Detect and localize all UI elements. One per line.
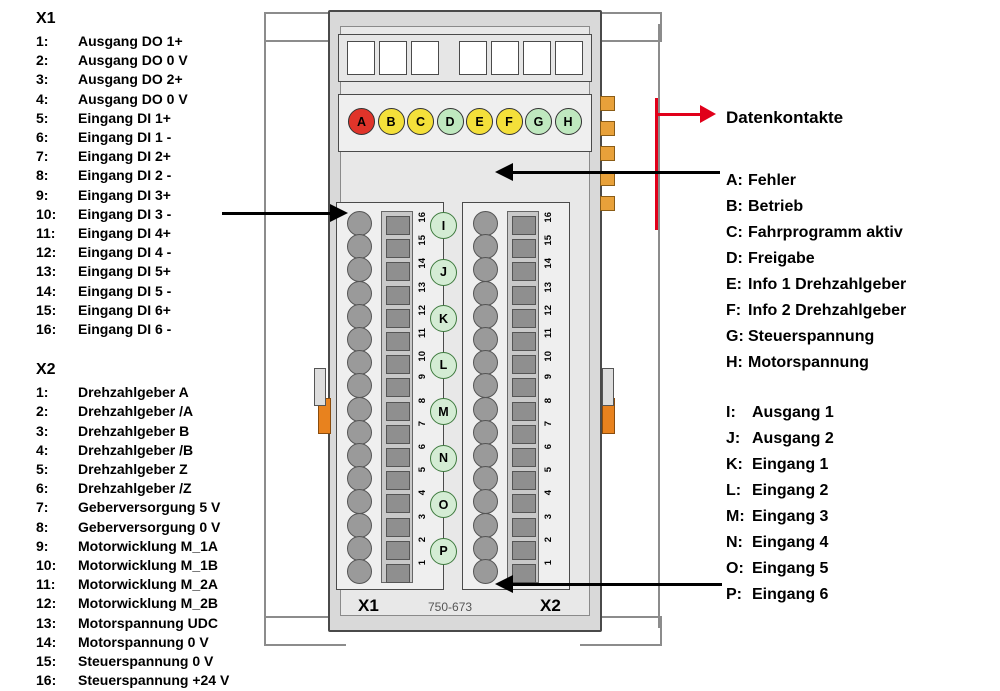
legend-label: Steuerspannung bbox=[748, 328, 875, 345]
legend-label: Eingang 3 bbox=[752, 508, 829, 525]
legend-row bbox=[726, 350, 906, 376]
pin-row bbox=[36, 166, 246, 185]
terminal-hole[interactable] bbox=[347, 211, 372, 236]
io-marker-p: P bbox=[430, 538, 457, 565]
pin-row bbox=[36, 518, 246, 537]
pin-row bbox=[36, 147, 246, 166]
terminal-hole[interactable] bbox=[347, 489, 372, 514]
pin-row bbox=[36, 301, 246, 320]
terminal-number: 13 bbox=[417, 281, 428, 293]
terminal-hole[interactable] bbox=[473, 443, 498, 468]
legend-label: Info 2 Drehzahlgeber bbox=[748, 302, 907, 319]
status-led-panel bbox=[338, 94, 592, 152]
top-slot bbox=[491, 41, 519, 75]
clamp-slot[interactable] bbox=[512, 564, 536, 583]
terminal-number: 6 bbox=[543, 444, 554, 450]
terminal-number: 7 bbox=[417, 420, 428, 427]
terminal-hole[interactable] bbox=[347, 536, 372, 561]
clamp-slot[interactable] bbox=[386, 541, 410, 560]
pin-label: Drehzahlgeber Z bbox=[78, 461, 188, 478]
pin-number: 12: bbox=[36, 595, 57, 612]
terminal-hole[interactable] bbox=[473, 234, 498, 259]
data-contact-pad bbox=[600, 96, 615, 111]
led-callout-line bbox=[510, 171, 720, 174]
legend-label: Motorspannung bbox=[748, 354, 869, 371]
legend-row bbox=[726, 272, 906, 298]
clamp-slot[interactable] bbox=[386, 378, 410, 397]
pin-number: 1: bbox=[36, 384, 49, 401]
led-callout-arrow-head bbox=[495, 163, 513, 181]
pin-row bbox=[36, 320, 246, 339]
pin-label: Eingang DI 6 - bbox=[78, 321, 172, 338]
pin-row bbox=[36, 460, 246, 479]
pin-row bbox=[36, 224, 246, 243]
pin-number: 9: bbox=[36, 186, 49, 203]
terminal-number: 11 bbox=[417, 328, 428, 339]
legend-row bbox=[726, 582, 834, 608]
legend-row bbox=[726, 556, 834, 582]
led-indicator-h: H bbox=[555, 108, 582, 135]
pin-label: Eingang DI 4 - bbox=[78, 244, 172, 261]
terminal-number: 3 bbox=[543, 513, 554, 519]
pin-label: Ausgang DO 2+ bbox=[78, 71, 183, 88]
legend-label: Eingang 1 bbox=[752, 456, 829, 473]
legend-key: C: bbox=[726, 224, 743, 241]
pin-label: Eingang DI 1 - bbox=[78, 129, 172, 146]
terminal-number: 1 bbox=[543, 560, 554, 566]
pin-number: 4: bbox=[36, 441, 49, 458]
legend-key: I: bbox=[726, 404, 736, 421]
legend-key: P: bbox=[726, 586, 742, 603]
clamp-slot[interactable] bbox=[512, 471, 536, 490]
clamp-slot[interactable] bbox=[386, 262, 410, 281]
datakontakte-label: Datenkontakte bbox=[726, 108, 844, 127]
legend-key: A: bbox=[726, 172, 743, 189]
terminal-hole[interactable] bbox=[473, 397, 498, 422]
legend-key: L: bbox=[726, 482, 742, 499]
terminal-number: 15 bbox=[543, 235, 554, 246]
clamp-slot[interactable] bbox=[512, 309, 536, 328]
clamp-slot[interactable] bbox=[512, 332, 536, 351]
legend-label: Ausgang 2 bbox=[752, 430, 834, 447]
clamp-slot[interactable] bbox=[512, 494, 536, 513]
pin-row bbox=[36, 205, 246, 224]
pin-label: Motorwicklung M_1A bbox=[78, 537, 219, 554]
clamp-slot[interactable] bbox=[512, 541, 536, 560]
top-slot bbox=[379, 41, 407, 75]
terminal-hole[interactable] bbox=[473, 350, 498, 375]
clamp-slot[interactable] bbox=[512, 262, 536, 281]
clamp-slot[interactable] bbox=[386, 402, 410, 421]
legend-label: Freigabe bbox=[748, 250, 815, 267]
pin-label: Ausgang DO 0 V bbox=[78, 90, 188, 107]
pin-number: 14: bbox=[36, 282, 57, 299]
legend-row bbox=[726, 220, 906, 246]
terminal-hole[interactable] bbox=[473, 466, 498, 491]
terminal-number: 14 bbox=[417, 258, 428, 269]
legend-key: M: bbox=[726, 508, 745, 525]
pin-label: Eingang DI 1+ bbox=[78, 109, 171, 126]
data-contact-pad bbox=[600, 196, 615, 211]
legend-key: G: bbox=[726, 328, 744, 345]
pin-number: 10: bbox=[36, 205, 57, 222]
io-callout-arrow-head bbox=[495, 575, 513, 593]
legend-key: O: bbox=[726, 560, 744, 577]
top-slot bbox=[523, 41, 551, 75]
terminal-number: 12 bbox=[417, 304, 428, 316]
pin-row bbox=[36, 575, 246, 594]
clamp-slot[interactable] bbox=[512, 448, 536, 467]
legend-row bbox=[726, 324, 906, 350]
pin-number: 6: bbox=[36, 129, 49, 146]
clamp-column bbox=[507, 211, 539, 583]
datakontakte-red-arrow-shaft bbox=[655, 113, 703, 116]
clamp-slot[interactable] bbox=[386, 518, 410, 537]
pin-row bbox=[36, 262, 246, 281]
terminal-hole[interactable] bbox=[347, 466, 372, 491]
clamp-slot[interactable] bbox=[512, 402, 536, 421]
pin-label: Drehzahlgeber A bbox=[78, 384, 189, 401]
pin-label: Eingang DI 5+ bbox=[78, 263, 171, 280]
clamp-slot[interactable] bbox=[386, 564, 410, 583]
pin-row bbox=[36, 671, 246, 690]
pin-row bbox=[36, 282, 246, 301]
terminal-hole[interactable] bbox=[347, 281, 372, 306]
terminal-number: 15 bbox=[417, 235, 428, 246]
clamp-slot[interactable] bbox=[512, 425, 536, 444]
pin-row bbox=[36, 51, 246, 70]
top-slot bbox=[347, 41, 375, 75]
terminal-hole[interactable] bbox=[473, 211, 498, 236]
clamp-slot[interactable] bbox=[512, 216, 536, 235]
pin-row bbox=[36, 498, 246, 517]
terminal-number: 12 bbox=[543, 304, 554, 316]
terminal-hole[interactable] bbox=[347, 443, 372, 468]
pin-row bbox=[36, 70, 246, 89]
pin-row bbox=[36, 243, 246, 262]
pin-label: Steuerspannung 0 V bbox=[78, 653, 214, 670]
pin-row bbox=[36, 614, 246, 633]
pin-label: Drehzahlgeber B bbox=[78, 422, 190, 439]
io-marker-o: O bbox=[430, 491, 457, 518]
clamp-slot[interactable] bbox=[512, 286, 536, 305]
led-indicator-d: D bbox=[437, 108, 464, 135]
legend-label: Fahrprogramm aktiv bbox=[748, 224, 903, 241]
part-number-label: 750-673 bbox=[428, 600, 473, 614]
pin-row bbox=[36, 422, 246, 441]
led-indicator-e: E bbox=[466, 108, 493, 135]
terminal-number: 9 bbox=[417, 374, 428, 380]
terminal-number: 13 bbox=[543, 281, 554, 293]
pin-label: Motorwicklung M_1B bbox=[78, 557, 219, 574]
legend-row bbox=[726, 298, 906, 324]
pin-label: Eingang DI 3+ bbox=[78, 186, 171, 203]
legend-key: B: bbox=[726, 198, 743, 215]
side-notch-left bbox=[314, 368, 326, 406]
legend-label: Fehler bbox=[748, 172, 797, 189]
terminal-block-x2 bbox=[462, 202, 570, 590]
legend-key: H: bbox=[726, 354, 743, 371]
pin-number: 4: bbox=[36, 90, 49, 107]
legend-row bbox=[726, 400, 834, 426]
legend-key: K: bbox=[726, 456, 743, 473]
terminal-number: 5 bbox=[543, 467, 554, 473]
terminal-hole[interactable] bbox=[473, 420, 498, 445]
terminal-number: 16 bbox=[543, 212, 554, 223]
terminal-number: 6 bbox=[417, 444, 428, 450]
pin-label: Motorspannung UDC bbox=[78, 614, 218, 631]
terminal-number: 11 bbox=[543, 328, 554, 339]
top-slot bbox=[555, 41, 583, 75]
legend-key: D: bbox=[726, 250, 743, 267]
pin-row bbox=[36, 556, 246, 575]
io-marker-m: M bbox=[430, 398, 457, 425]
terminal-hole[interactable] bbox=[347, 397, 372, 422]
pin-number: 13: bbox=[36, 614, 57, 631]
terminal-hole[interactable] bbox=[473, 373, 498, 398]
terminal-number: 4 bbox=[417, 490, 428, 496]
pin-number: 5: bbox=[36, 461, 49, 478]
pin-number: 13: bbox=[36, 263, 57, 280]
x1-list-title: X1 bbox=[36, 10, 56, 27]
clamp-slot[interactable] bbox=[512, 378, 536, 397]
io-marker-n: N bbox=[430, 445, 457, 472]
pin-row bbox=[36, 402, 246, 421]
datakontakte-red-line bbox=[655, 98, 658, 230]
pin-number: 7: bbox=[36, 499, 49, 516]
pin-number: 16: bbox=[36, 321, 57, 338]
rail-left-edge bbox=[264, 24, 268, 628]
legend-label: Eingang 4 bbox=[752, 534, 829, 551]
pin-number: 2: bbox=[36, 403, 49, 420]
legend-label: Eingang 2 bbox=[752, 482, 829, 499]
pin-number: 7: bbox=[36, 148, 49, 165]
legend-key: N: bbox=[726, 534, 743, 551]
clamp-slot[interactable] bbox=[512, 355, 536, 374]
clamp-slot[interactable] bbox=[386, 216, 410, 235]
terminal-hole[interactable] bbox=[473, 304, 498, 329]
pin-row bbox=[36, 652, 246, 671]
terminal-hole[interactable] bbox=[347, 373, 372, 398]
clamp-slot[interactable] bbox=[386, 471, 410, 490]
pin-label: Drehzahlgeber /B bbox=[78, 441, 194, 458]
pin-number: 10: bbox=[36, 557, 57, 574]
pin-number: 5: bbox=[36, 109, 49, 126]
pin-label: Eingang DI 2 - bbox=[78, 167, 172, 184]
pin-label: Motorwicklung M_2B bbox=[78, 595, 219, 612]
clamp-slot[interactable] bbox=[512, 518, 536, 537]
pin-number: 8: bbox=[36, 518, 49, 535]
pin-row bbox=[36, 383, 246, 402]
clamp-slot[interactable] bbox=[386, 239, 410, 258]
top-connector-block bbox=[338, 34, 592, 82]
terminal-number: 8 bbox=[417, 397, 428, 403]
pin-label: Eingang DI 6+ bbox=[78, 301, 171, 318]
pin-row bbox=[36, 186, 246, 205]
terminal-number: 1 bbox=[417, 560, 428, 566]
pin-number: 11: bbox=[36, 576, 56, 593]
pin-label: Eingang DI 3 - bbox=[78, 205, 172, 222]
io-marker-i: I bbox=[430, 212, 457, 239]
terminal-hole[interactable] bbox=[347, 257, 372, 282]
pin-row bbox=[36, 128, 246, 147]
pin-label: Ausgang DO 1+ bbox=[78, 33, 183, 49]
legend-label: Eingang 6 bbox=[752, 586, 829, 603]
legend-row bbox=[726, 246, 906, 272]
led-legend-list bbox=[726, 168, 906, 376]
led-indicator-a: A bbox=[348, 108, 375, 135]
io-marker-k: K bbox=[430, 305, 457, 332]
legend-row bbox=[726, 452, 834, 478]
pin-number: 2: bbox=[36, 52, 49, 69]
terminal-hole[interactable] bbox=[347, 304, 372, 329]
legend-row bbox=[726, 504, 834, 530]
terminal-hole[interactable] bbox=[473, 536, 498, 561]
device-illustration bbox=[250, 6, 680, 648]
pin-label: Ausgang DO 0 V bbox=[78, 52, 188, 69]
pin-number: 15: bbox=[36, 301, 57, 318]
terminal-number: 8 bbox=[543, 397, 554, 403]
pin-number: 8: bbox=[36, 167, 49, 184]
clamp-slot[interactable] bbox=[512, 239, 536, 258]
terminal-number: 10 bbox=[417, 351, 428, 362]
pin-row bbox=[36, 32, 246, 51]
io-callout-line bbox=[510, 583, 722, 586]
terminal-number: 9 bbox=[543, 374, 554, 380]
legend-label: Info 1 Drehzahlgeber bbox=[748, 276, 907, 293]
legend-key: J: bbox=[726, 430, 741, 447]
legend-row bbox=[726, 168, 906, 194]
terminal-hole[interactable] bbox=[473, 489, 498, 514]
x1-pin-list bbox=[36, 32, 246, 339]
terminal-hole[interactable] bbox=[347, 559, 372, 584]
pin-number: 14: bbox=[36, 633, 57, 650]
legend-key: E: bbox=[726, 276, 742, 293]
device-x2-label: X2 bbox=[540, 596, 561, 615]
legend-key: F: bbox=[726, 302, 742, 319]
terminal-number: 3 bbox=[417, 513, 428, 519]
legend-row bbox=[726, 426, 834, 452]
pin-label: Geberversorgung 5 V bbox=[78, 499, 221, 516]
terminal-hole[interactable] bbox=[347, 350, 372, 375]
pin-label: Eingang DI 2+ bbox=[78, 148, 171, 165]
pin-number: 11: bbox=[36, 225, 56, 242]
pin-row bbox=[36, 537, 246, 556]
terminal-number: 2 bbox=[543, 536, 554, 543]
terminal-number: 14 bbox=[543, 258, 554, 269]
terminal-hole[interactable] bbox=[347, 234, 372, 259]
datakontakte-red-arrow-head bbox=[700, 105, 716, 123]
clamp-column bbox=[381, 211, 413, 583]
pin-label: Steuerspannung +24 V bbox=[78, 672, 230, 689]
pin-assignment-lists bbox=[36, 10, 246, 691]
pin-number: 1: bbox=[36, 33, 49, 49]
clamp-slot[interactable] bbox=[386, 332, 410, 351]
device-x1-label: X1 bbox=[358, 596, 379, 615]
legend-row bbox=[726, 478, 834, 504]
led-indicator-g: G bbox=[525, 108, 552, 135]
clamp-slot[interactable] bbox=[386, 286, 410, 305]
legend-label: Ausgang 1 bbox=[752, 404, 834, 421]
pin-row bbox=[36, 594, 246, 613]
terminal-number: 5 bbox=[417, 467, 428, 473]
top-slot bbox=[411, 41, 439, 75]
clamp-slot[interactable] bbox=[386, 425, 410, 444]
pin-number: 3: bbox=[36, 71, 49, 88]
side-notch-right bbox=[602, 368, 614, 406]
terminal-hole[interactable] bbox=[347, 420, 372, 445]
led-indicator-f: F bbox=[496, 108, 523, 135]
pin-number: 12: bbox=[36, 244, 57, 261]
terminal-hole[interactable] bbox=[347, 513, 372, 538]
data-contact-pad bbox=[600, 146, 615, 161]
clamp-slot[interactable] bbox=[386, 448, 410, 467]
terminal-number: 7 bbox=[543, 420, 554, 427]
top-slot bbox=[459, 41, 487, 75]
pin-label: Motorspannung 0 V bbox=[78, 633, 209, 650]
pin-label: Geberversorgung 0 V bbox=[78, 518, 221, 535]
clamp-slot[interactable] bbox=[386, 494, 410, 513]
pin-number: 9: bbox=[36, 537, 49, 554]
io-marker-j: J bbox=[430, 259, 457, 286]
pin-label: Drehzahlgeber /A bbox=[78, 403, 194, 420]
terminal-hole[interactable] bbox=[347, 327, 372, 352]
terminal-number: 2 bbox=[417, 536, 428, 543]
io-marker-l: L bbox=[430, 352, 457, 379]
x1-callout-arrow-head bbox=[330, 204, 348, 222]
led-indicator-b: B bbox=[378, 108, 405, 135]
clamp-slot[interactable] bbox=[386, 355, 410, 374]
terminal-number: 16 bbox=[417, 212, 428, 223]
terminal-number: 10 bbox=[543, 351, 554, 362]
terminal-hole[interactable] bbox=[473, 513, 498, 538]
terminal-hole[interactable] bbox=[473, 257, 498, 282]
x1-callout-line bbox=[222, 212, 332, 215]
pin-row bbox=[36, 109, 246, 128]
pin-row bbox=[36, 441, 246, 460]
terminal-hole[interactable] bbox=[473, 327, 498, 352]
terminal-hole[interactable] bbox=[473, 281, 498, 306]
pin-label: Drehzahlgeber /Z bbox=[78, 480, 192, 497]
pin-row bbox=[36, 633, 246, 652]
pin-row bbox=[36, 479, 246, 498]
clamp-slot[interactable] bbox=[386, 309, 410, 328]
pin-number: 15: bbox=[36, 653, 57, 670]
x2-pin-list bbox=[36, 383, 246, 690]
pin-label: Eingang DI 5 - bbox=[78, 282, 172, 299]
legend-row bbox=[726, 530, 834, 556]
io-legend-list bbox=[726, 400, 834, 608]
pin-row bbox=[36, 90, 246, 109]
led-indicator-c: C bbox=[407, 108, 434, 135]
terminal-block-x1 bbox=[336, 202, 444, 590]
pin-label: Motorwicklung M_2A bbox=[78, 576, 219, 593]
legend-label: Eingang 5 bbox=[752, 560, 829, 577]
pin-number: 3: bbox=[36, 422, 49, 439]
terminal-number: 4 bbox=[543, 490, 554, 496]
pin-number: 6: bbox=[36, 480, 49, 497]
x2-list-title: X2 bbox=[36, 361, 56, 379]
pin-number: 16: bbox=[36, 672, 57, 689]
pin-label: Eingang DI 4+ bbox=[78, 225, 171, 242]
data-contact-pad bbox=[600, 121, 615, 136]
legend-row bbox=[726, 194, 906, 220]
legend-label: Betrieb bbox=[748, 198, 804, 215]
